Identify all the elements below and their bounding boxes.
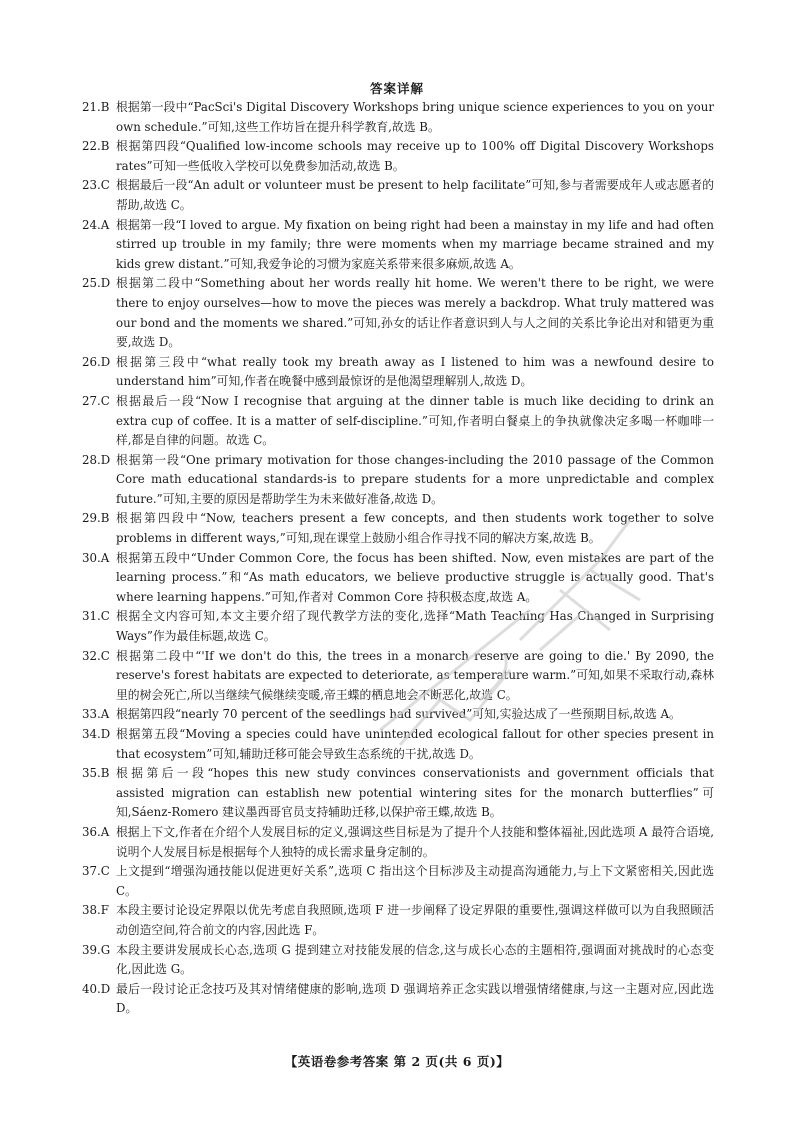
answer-number: 32.C [82, 648, 110, 663]
answer-item [82, 98, 714, 137]
answer-explanation: 根据第二段中“'If we don't do this, the trees in a monarch reserve are going to die.' By 2090, the reserve's forest habitats are expected to deteriorate, as temperature warm.”可知,如果不采取行动,森林里的树会死亡,所以当继续气候继续变暖,帝王蝶的栖息地会不断恶化,故选 C。 [116, 648, 714, 702]
answer-number: 26.D [82, 354, 111, 369]
answer-item [82, 274, 714, 352]
answer-number: 36.A [82, 824, 110, 839]
answer-number: 40.D [82, 981, 111, 996]
answer-explanation: 根据第一段中“PacSci's Digital Discovery Workshops bring unique science experiences to you on your own schedule.”可知,这些工作坊旨在提升科学教育,故选 B。 [116, 100, 714, 134]
answer-number: 21.B [82, 100, 110, 114]
answer-number: 25.D [82, 276, 111, 291]
answer-number: 38.F [82, 903, 109, 918]
answer-item [82, 980, 714, 1019]
answer-number: 30.A [82, 550, 110, 565]
answer-number: 33.A [82, 707, 110, 722]
answer-item [82, 137, 714, 176]
answer-explanation: 根据最后一段“An adult or volunteer must be present to help facilitate”可知,参与者需要成年人或志愿者的帮助,故选 C。 [116, 178, 714, 212]
answer-number: 37.C [82, 864, 110, 879]
answer-item [82, 647, 714, 706]
answer-item [82, 176, 714, 215]
answer-number: 28.D [82, 452, 111, 467]
answer-item [82, 862, 714, 901]
answer-item [82, 941, 714, 980]
answer-item [82, 764, 714, 823]
page-footer: 【英语卷参考答案 第 2 页(共 6 页)】 [284, 1054, 510, 1069]
answer-item [82, 705, 714, 725]
answer-item [82, 451, 714, 510]
answer-explanation: 根据第四段“nearly 70 percent of the seedlings had survived”可知,实验达成了一些预期目标,故选 A。 [116, 707, 681, 722]
answer-number: 29.B [82, 511, 110, 526]
page-title: 答案详解 [369, 81, 424, 96]
answer-explanation: 根据第后一段“hopes this new study convinces conservationists and government officials that assisted migration can establish new potential wintering sites for the monarch butterflies”可知,Sáenz-Romero 建议墨西哥官员支持辅助迁移,以保护帝王蝶,故选 B。 [116, 766, 714, 820]
answer-explanation: 根据第五段“Moving a species could have unintended ecological fallout for other species present in that ecosystem”可知,辅助迁移可能会导致生态系统的干扰,故选 D。 [116, 727, 714, 761]
answer-item [82, 353, 714, 392]
answer-list [82, 98, 714, 1019]
answer-explanation: 根据第四段“Qualified low-income schools may receive up to 100% off Digital Discovery Workshops rates”可知一些低收入学校可以免费参加活动,故选 B。 [116, 139, 714, 173]
answer-item [82, 607, 714, 646]
answer-explanation: 本段主要讨论设定界限以优先考虑自我照顾,选项 F 进一步阐释了设定界限的重要性,强调这样做可以为自我照顾活动创造空间,符合前文的内容,因此选 F。 [116, 903, 714, 937]
answer-explanation: 根据第一段“I loved to argue. My fixation on being right had been a mainstay in my life and had often stirred up trouble in my family; thre were moments when my marriage became strained and my kids grew distant.”可知,我爱争论的习惯为家庭关系带来很多麻烦,故选 A。 [116, 217, 714, 271]
answer-explanation: 本段主要讲发展成长心态,选项 G 提到建立对技能发展的信念,这与成长心态的主题相符,强调面对挑战时的心态变化,因此选 G。 [116, 942, 714, 977]
answer-item [82, 392, 714, 451]
answer-explanation: 根据第二段中“Something about her words really hit home. We weren't there to be right, we were there to enjoy ourselves—how to move the pieces was merely a backdrop. What truly mattered was our bond and the moments we shared.”可知,孙女的话让作者意识到人与人之间的关系比争论出对和错更为重要,故选 D。 [116, 276, 714, 350]
answer-explanation: 根据第五段中“Under Common Core, the focus has been shifted. Now, even mistakes are part of the learning process.”和“As math educators, we believe productive struggle is actually good. That's where learning happens.”可知,作者对 Common Core 持积极态度,故选 A。 [116, 550, 714, 604]
answer-number: 39.G [82, 942, 111, 957]
answer-explanation: 根据最后一段“Now I recognise that arguing at the dinner table is much like deciding to drink an extra cup of coffee. It is a matter of self-discipline.”可知,作者明白餐桌上的争执就像决定多喝一杯咖啡一样,都是自律的问题。故选 C。 [116, 393, 714, 448]
answer-explanation: 根据全文内容可知,本文主要介绍了现代教学方法的变化,选择“Math Teaching Has Changed in Surprising Ways”作为最佳标题,故选 C。 [116, 609, 714, 644]
answer-item [82, 216, 714, 275]
answer-explanation: 根据第三段中“what really took my breath away as I listened to him was a newfound desire to understand him”可知,作者在晚餐中感到最惊讶的是他渴望理解别人,故选 D。 [116, 354, 714, 389]
answer-explanation: 根据上下文,作者在介绍个人发展目标的定义,强调这些目标是为了提升个人技能和整体福祉,因此选项 A 最符合语境,说明个人发展目标是根据每个人独特的成长需求量身定制的。 [116, 824, 714, 859]
answer-item [82, 509, 714, 548]
answer-number: 24.A [82, 217, 110, 232]
answer-item [82, 823, 714, 862]
answer-number: 34.D [82, 727, 111, 741]
answer-item [82, 549, 714, 608]
answer-item [82, 725, 714, 764]
answer-number: 27.C [82, 393, 110, 408]
answer-number: 22.B [82, 139, 110, 154]
answer-number: 35.B [82, 766, 110, 781]
answer-explanation: 上文提到“增强沟通技能以促进更好关系”,选项 C 指出这个目标涉及主动提高沟通能力,与上下文紧密相关,因此选 C。 [116, 864, 714, 898]
answer-explanation: 根据第四段中“Now, teachers present a few concepts, and then students work together to solve problems in different ways,”可知,现在课堂上鼓励小组合作寻找不同的解决方案,故选 B。 [116, 511, 714, 546]
answer-item [82, 901, 714, 940]
answer-explanation: 最后一段讨论正念技巧及其对情绪健康的影响,选项 D 强调培养正念实践以增强情绪健康,与这一主题对应,因此选 D。 [116, 981, 714, 1016]
answer-number: 31.C [82, 609, 110, 624]
answer-number: 23.C [82, 178, 110, 193]
answer-explanation: 根据第一段“One primary motivation for those changes-including the 2010 passage of the Common Core math educational standards-is to prepare students for a more unpredictable and complex future.”可知,主要的原因是帮助学生为未来做好准备,故选 D。 [116, 452, 714, 506]
